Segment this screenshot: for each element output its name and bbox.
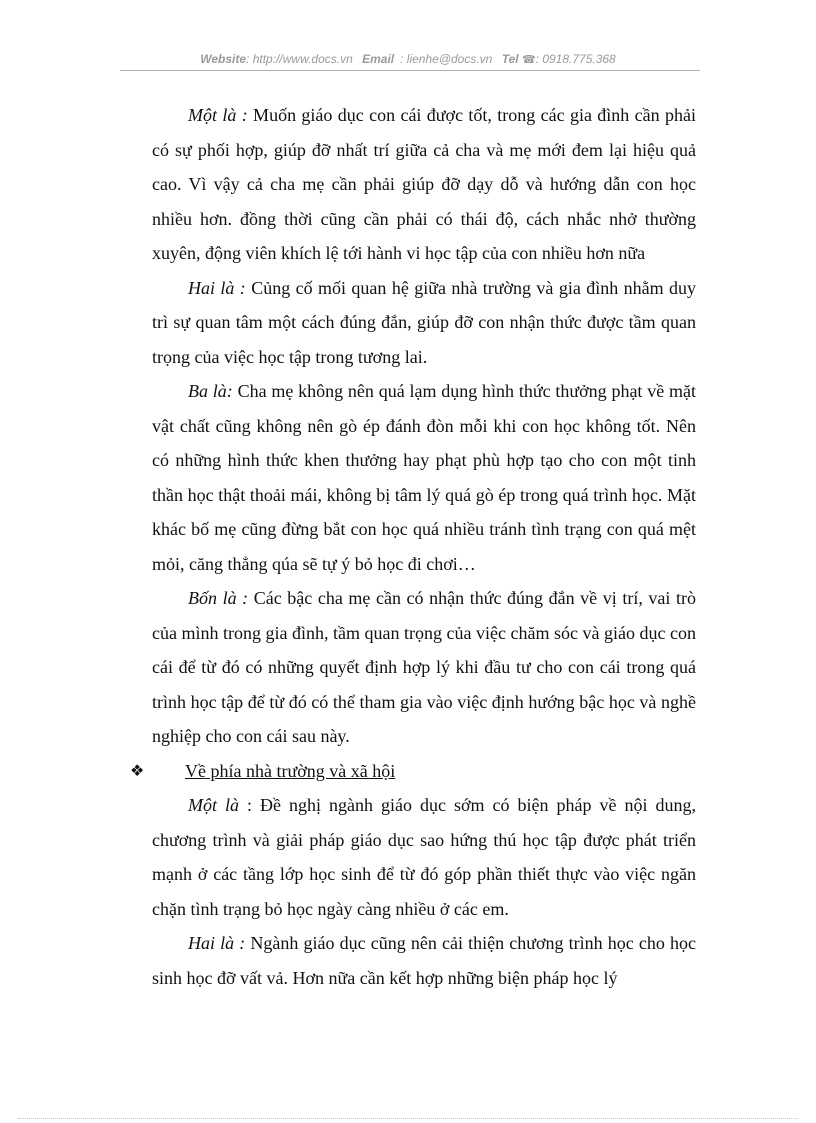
- paragraph-text: Củng cố mối quan hệ giữa nhà trường và gia đình nhằm duy trì sự quan tâm một cách đúng đắn, giúp đỡ con nhận thức được tầm quan trọng của việc học tập trong tương lai.: [152, 277, 697, 367]
- paragraph-section-mot-la: [152, 788, 696, 926]
- paragraph-label: Một là: [188, 795, 239, 815]
- section-heading-row: [130, 754, 696, 789]
- paragraph-hai-la: [152, 271, 696, 375]
- document-body: [130, 98, 697, 995]
- paragraph-text: Cha mẹ không nên quá lạm dụng hình thức thưởng phạt về mặt vật chất cũng không nên gò ép đánh đòn mỗi khi con học không tốt. Nên có những hình thức khen thưởng hay phạt phù hợp tạo cho con một tinh thần học thật thoải mái, không bị tâm lý quá gò ép trong quá trình học. Mặt khác bố mẹ cũng đừng bắt con học quá nhiều tránh tình trạng con quá mệt mỏi, căng thẳng qúa sẽ tự ý bỏ học đi chơi…: [152, 381, 696, 574]
- diamond-bullet-icon: ❖: [130, 760, 145, 780]
- phone-icon: ☎: [521, 54, 536, 66]
- paragraph-label: Một là :: [188, 105, 248, 125]
- email-value: : lienhe@docs.vn: [400, 52, 493, 66]
- paragraph-text: : Đề nghị ngành giáo dục sớm có biện pháp về nội dung, chương trình và giải pháp giáo dục sao hứng thú học tập được phát triển mạnh ở các tầng lớp học sinh để từ đó góp phần thiết thực vào việc ngăn chặn tình trạng bỏ học ngày càng nhiều ở các em.: [152, 795, 696, 919]
- footer-divider: [18, 1118, 798, 1119]
- paragraph-text: Các bậc cha mẹ cần có nhận thức đúng đắn về vị trí, vai trò của mình trong gia đình, tầm quan trọng của việc chăm sóc và giáo dục con cái để từ đó có những quyết định hợp lý khi đầu tư cho con cái trong quá trình học tập để từ đó có thể tham gia vào việc định hướng bậc học và nghề nghiệp cho con cái sau này.: [152, 588, 696, 746]
- section-heading: Về phía nhà trường và xã hội: [185, 760, 396, 781]
- website-value: : http://www.docs.vn: [246, 52, 353, 66]
- paragraph-ba-la: [152, 374, 696, 581]
- header-divider: [120, 70, 700, 71]
- paragraph-bon-la: [152, 581, 696, 754]
- paragraph-label: Hai là :: [188, 277, 246, 298]
- paragraph-text: Ngành giáo dục cũng nên cải thiện chương trình học cho học sinh học đỡ vất vả. Hơn nữa cần kết hợp những biện pháp học lý: [152, 933, 696, 988]
- paragraph-label: Hai là :: [188, 933, 246, 953]
- paragraph-mot-la: [152, 98, 696, 271]
- paragraph-label: Ba là:: [188, 381, 233, 401]
- paragraph-section-hai-la: [152, 926, 696, 995]
- page-header: [0, 52, 816, 66]
- website-label: Website: [200, 52, 247, 66]
- email-label: Email: [362, 52, 395, 66]
- tel-label: Tel: [501, 52, 519, 66]
- paragraph-label: Bốn là :: [188, 588, 249, 608]
- paragraph-text: Muốn giáo dục con cái được tốt, trong các gia đình cần phải có sự phối hợp, giúp đỡ nhất trí giữa cả cha và mẹ mới đem lại hiệu quả cao. Vì vậy cả cha mẹ cần phải giúp đỡ dạy dỗ và hướng dẫn con học nhiều hơn. đồng thời cũng cần phải có thái độ, cách nhắc nhở thường xuyên, động viên khích lệ tới hành vi học tập của con nhiều hơn nữa: [152, 105, 696, 263]
- tel-value: : 0918.775.368: [535, 52, 616, 66]
